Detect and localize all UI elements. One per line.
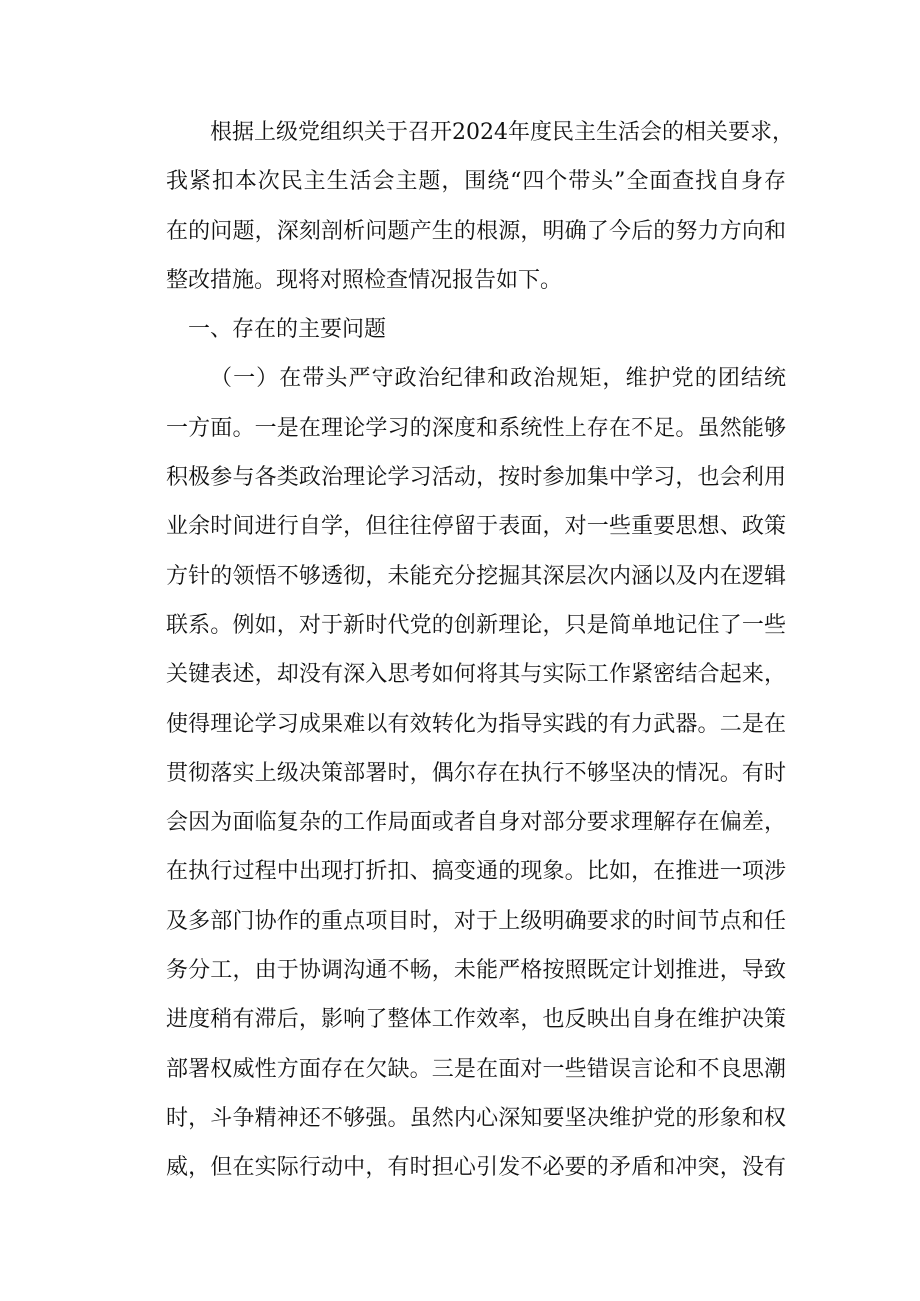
section-heading [166,305,786,354]
text-line: 会因为面临复杂的工作局面或者自身对部分要求理解存在偏差， [166,810,786,836]
text-line: 务分工，由于协调沟通不畅，未能严格按照既定计划推进，导致 [166,958,786,984]
text-line: 联系。例如，对于新时代党的创新理论，只是简单地记住了一些 [166,612,786,638]
text-line: 进度稍有滞后，影响了整体工作效率，也反映出自身在维护决策 [166,1007,786,1033]
text-line: 根据上级党组织关于召开2024年度民主生活会的相关要求， [210,120,794,145]
text-line: 使得理论学习成果难以有效转化为指导实践的有力武器。二是在 [166,711,786,737]
subsection-paragraph [166,354,786,1192]
text-line: 一方面。一是在理论学习的深度和系统性上存在不足。虽然能够 [166,415,786,441]
text-line: 时，斗争精神还不够强。虽然内心深知要坚决维护党的形象和权 [166,1105,786,1131]
document-body [166,108,794,1193]
text-line: 业余时间进行自学，但往往停留于表面，对一些重要思想、政策 [166,514,786,540]
text-line: 关键表述，却没有深入思考如何将其与实际工作紧密结合起来， [166,662,786,688]
text-line: 方针的领悟不够透彻，未能充分挖掘其深层次内涵以及内在逻辑 [166,563,786,589]
text-line: 整改措施。现将对照检查情况报告如下。 [166,267,563,293]
intro-paragraph [166,108,794,305]
section-title: 一、存在的主要问题 [188,317,387,343]
text-line: （一）在带头严守政治纪律和政治规矩，维护党的团结统 [210,366,786,392]
text-line: 部署权威性方面存在欠缺。三是在面对一些错误言论和不良思潮 [166,1056,786,1082]
text-line: 在的问题，深刻剖析问题产生的根源，明确了今后的努力方向和 [166,218,786,244]
text-line: 及多部门协作的重点项目时，对于上级明确要求的时间节点和任 [166,908,786,934]
text-line: 威，但在实际行动中，有时担心引发不必要的矛盾和冲突，没有 [166,1155,786,1181]
text-line: 积极参与各类政治理论学习活动，按时参加集中学习，也会利用 [166,465,786,491]
text-line: 贯彻落实上级决策部署时，偶尔存在执行不够坚决的情况。有时 [166,760,786,786]
text-line: 我紧扣本次民主生活会主题，围绕“四个带头”全面查找自身存 [166,169,786,195]
text-line: 在执行过程中出现打折扣、搞变通的现象。比如，在推进一项涉 [166,859,786,885]
